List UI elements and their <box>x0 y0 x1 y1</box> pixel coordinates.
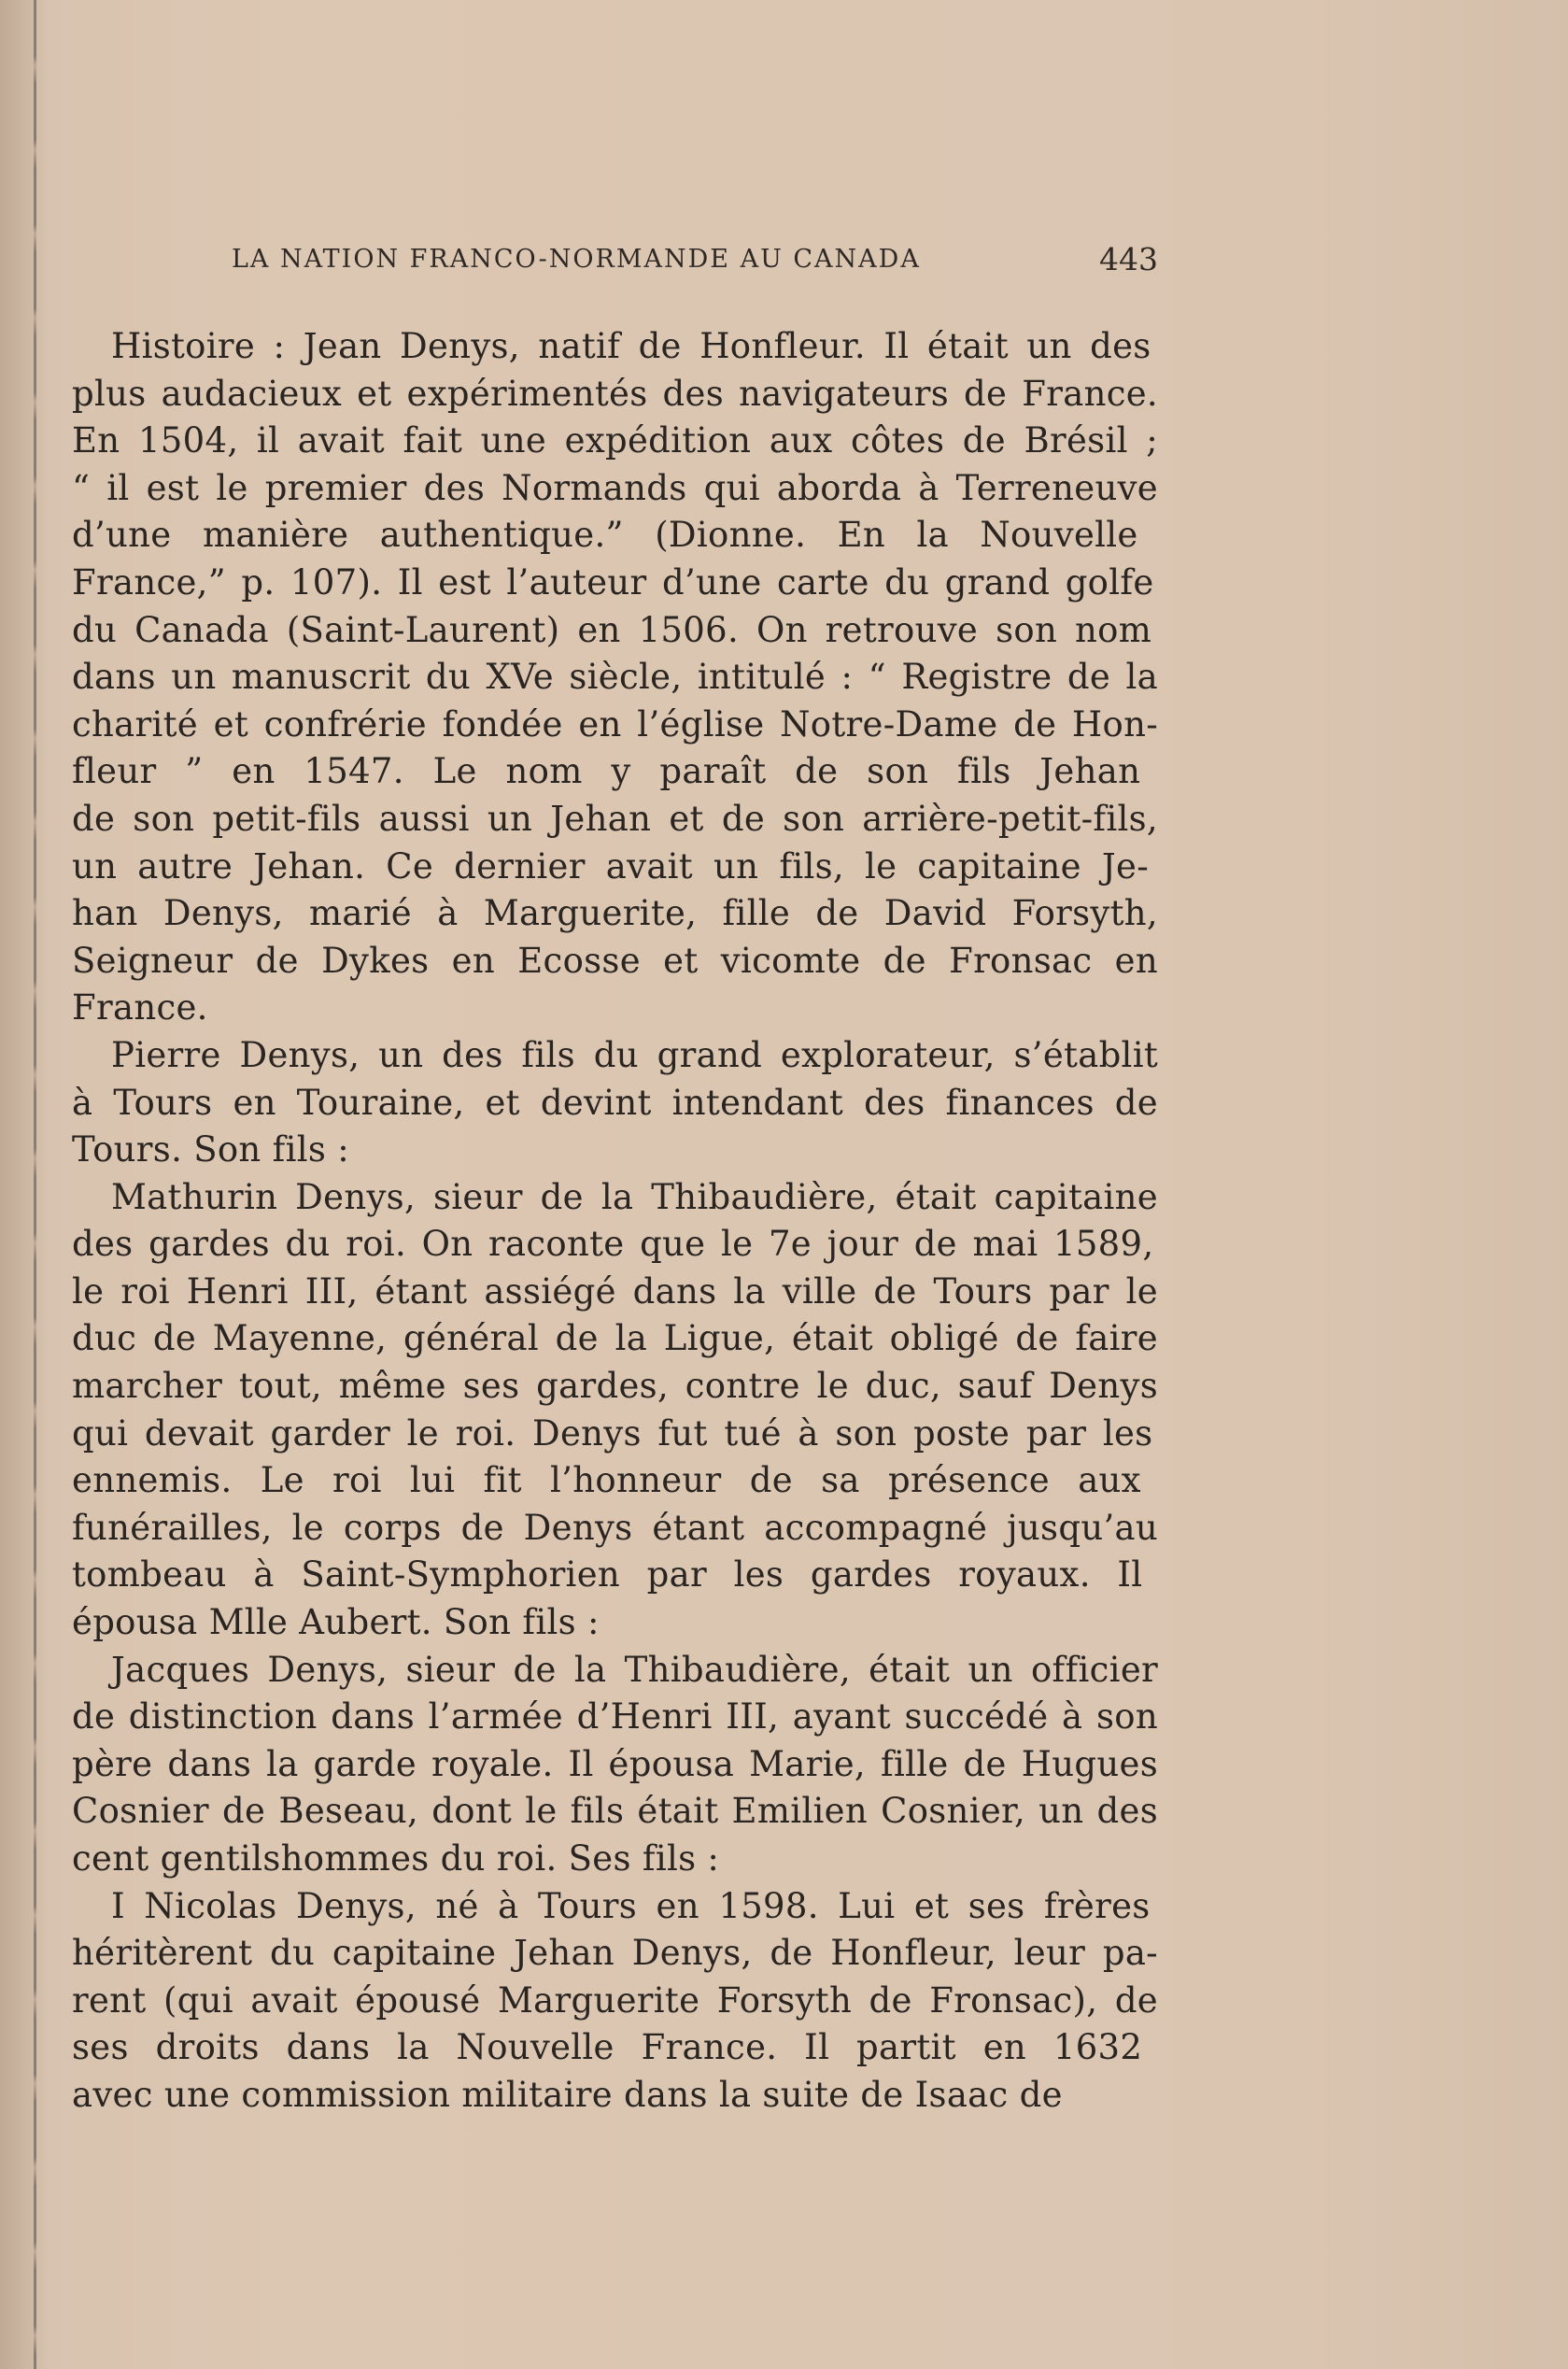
text-line: avec une commission militaire dans la suite de Isaac de <box>72 2074 1063 2115</box>
text-line: Histoire : Jean Denys, natif de Honfleur. Il était un des <box>111 326 1151 366</box>
text-line: rent (qui avait épousé Marguerite Forsyth de Fronsac), de <box>72 1979 1158 2021</box>
text-line: de son petit-fils aussi un Jehan et de son arrière-petit-fils, <box>72 798 1158 839</box>
text-line: du Canada (Saint-Laurent) en 1506. On retrouve son nom <box>72 609 1152 650</box>
text-line: à Tours en Touraine, et devint intendant des finances de <box>72 1082 1158 1123</box>
text-line: han Denys, marié à Marguerite, fille de David Forsyth, <box>72 893 1158 934</box>
page-number: 443 <box>1099 241 1158 277</box>
text-line: Pierre Denys, un des fils du grand explorateur, s’établit <box>111 1034 1158 1075</box>
text-line: qui devait garder le roi. Denys fut tué à son poste par les <box>72 1412 1153 1454</box>
text-line: ennemis. Le roi lui fit l’honneur de sa présence aux <box>72 1460 1141 1501</box>
text-line: charité et confrérie fondée en l’église Notre-Dame de Hon- <box>72 703 1158 745</box>
text-line: Tours. Son fils : <box>72 1129 349 1170</box>
text-line: d’une manière authentique.” (Dionne. En la Nouvelle <box>72 515 1138 556</box>
text-line: France,” p. 107). Il est l’auteur d’une carte du grand golfe <box>72 561 1154 603</box>
text-line: des gardes du roi. On raconte que le 7e jour de mai 1589, <box>72 1224 1154 1265</box>
text-line: le roi Henri III, étant assiégé dans la ville de Tours par le <box>72 1270 1158 1312</box>
text-line: En 1504, il avait fait une expédition aux côtes de Brésil ; <box>72 420 1158 461</box>
text-line: héritèrent du capitaine Jehan Denys, de Honfleur, leur pa- <box>72 1933 1158 1974</box>
text-line: funérailles, le corps de Denys étant accompagné jusqu’au <box>72 1507 1158 1548</box>
text-line: ses droits dans la Nouvelle France. Il partit en 1632 <box>72 2027 1143 2068</box>
page-binding-edge <box>0 0 49 2369</box>
text-line: duc de Mayenne, général de la Ligue, était obligé de faire <box>72 1318 1158 1359</box>
text-line: Mathurin Denys, sieur de la Thibaudière, était capitaine <box>111 1176 1158 1217</box>
text-line: de distinction dans l’armée d’Henri III, ayant succédé à son <box>72 1696 1158 1738</box>
binding-stitch-line <box>34 0 36 2369</box>
text-line: tombeau à Saint-Symphorien par les gardes royaux. Il <box>72 1554 1143 1596</box>
text-line: France. <box>72 987 208 1028</box>
running-head: LA NATION FRANCO-NORMANDE AU CANADA <box>232 245 921 274</box>
text-line: “ il est le premier des Normands qui aborda à Terreneuve <box>72 467 1158 508</box>
text-line: fleur ” en 1547. Le nom y paraît de son fils Jehan <box>72 751 1141 792</box>
text-line: Cosnier de Beseau, dont le fils était Emilien Cosnier, un des <box>72 1791 1158 1832</box>
page-header <box>232 241 1158 278</box>
text-line: Seigneur de Dykes en Ecosse et vicomte de Fronsac en <box>72 940 1158 981</box>
text-line: épousa Mlle Aubert. Son fils : <box>72 1602 600 1643</box>
text-line: cent gentilshommes du roi. Ses fils : <box>72 1838 720 1879</box>
text-line: marcher tout, même ses gardes, contre le duc, sauf Denys <box>72 1366 1158 1407</box>
text-line: plus audacieux et expérimentés des navigateurs de France. <box>72 373 1158 414</box>
text-line: dans un manuscrit du XVe siècle, intitulé : “ Registre de la <box>72 657 1158 698</box>
body-text <box>72 323 1158 2120</box>
text-line: Jacques Denys, sieur de la Thibaudière, était un officier <box>111 1649 1158 1690</box>
text-line: père dans la garde royale. Il épousa Marie, fille de Hugues <box>72 1743 1158 1784</box>
text-line: I Nicolas Denys, né à Tours en 1598. Lui et ses frères <box>111 1885 1151 1926</box>
text-line: un autre Jehan. Ce dernier avait un fils, le capitaine Je- <box>72 845 1150 887</box>
